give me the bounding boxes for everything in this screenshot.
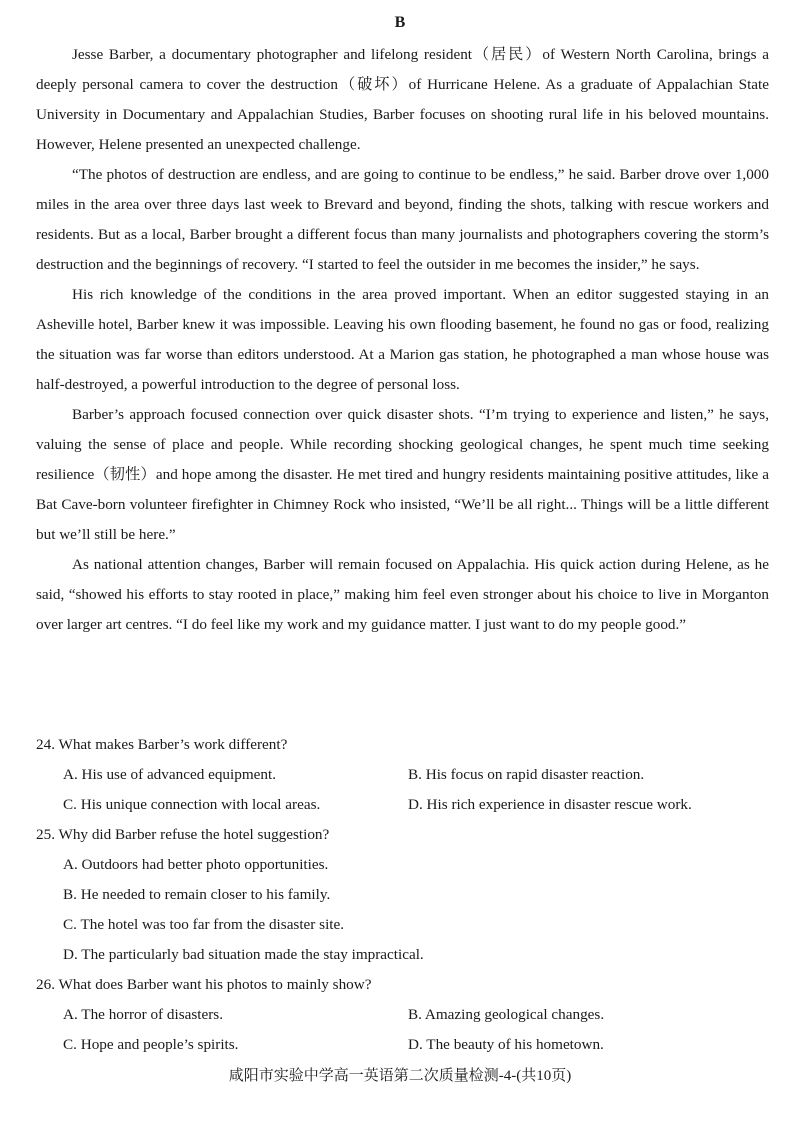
question-stem: 26. What does Barber want his photos to mainly show? [36, 976, 372, 993]
question-25 [36, 820, 776, 970]
option-a: A. The horror of disasters. [63, 1006, 223, 1023]
option-d: D. The particularly bad situation made the stay impractical. [63, 946, 424, 963]
option-group [36, 1000, 776, 1060]
option-group [36, 760, 776, 820]
passage-paragraph-4: Barber’s approach focused connection over quick disaster shots. “I’m trying to experience and listen,” he says, valuing the sense of place and people. While recording shocking geological changes, he spent much time seeking resilience（韧性）and hope among the disaster. He met tired and hungry residents maintaining positive attitudes, like a Bat Cave-born volunteer firefighter in Chimney Rock who insisted, “We’ll be all right... Things will be a little different but we’ll still be here.” [36, 406, 769, 543]
question-list [36, 730, 776, 1060]
passage-paragraph-2: “The photos of destruction are endless, and are going to continue to be endless,” he said. Barber drove over 1,000 miles in the area over three days last week to Brevard and beyond, finding the shots, talking with rescue workers and residents. But as a local, Barber brought a different focus than many journalists and photographers covering the storm’s destruction and the beginnings of recovery. “I started to feel the outsider in me becomes the insider,” he says. [36, 166, 769, 273]
question-stem: 24. What makes Barber’s work different? [36, 736, 288, 753]
reading-passage [36, 40, 769, 640]
option-d: D. The beauty of his hometown. [408, 1036, 604, 1053]
page-footer: 咸阳市实验中学高一英语第二次质量检测-4-(共10页) [228, 1068, 572, 1084]
question-26 [36, 970, 776, 1060]
passage-paragraph-3: His rich knowledge of the conditions in the area proved important. When an editor suggested staying in an Asheville hotel, Barber knew it was impossible. Leaving his own flooding basement, he found no gas or food, realizing the situation was far worse than editors understood. At a Marion gas station, he photographed a man whose house was half-destroyed, a powerful introduction to the degree of personal loss. [36, 286, 769, 393]
option-b: B. He needed to remain closer to his family. [63, 886, 331, 903]
option-b: B. Amazing geological changes. [408, 1006, 605, 1023]
option-d: D. His rich experience in disaster rescue work. [408, 796, 692, 813]
option-a: A. His use of advanced equipment. [63, 766, 276, 783]
option-c: C. His unique connection with local areas. [63, 796, 321, 813]
option-group [36, 850, 776, 970]
option-b: B. His focus on rapid disaster reaction. [408, 766, 645, 783]
question-stem: 25. Why did Barber refuse the hotel suggestion? [36, 826, 330, 843]
option-c: C. Hope and people’s spirits. [63, 1036, 239, 1053]
passage-paragraph-5: As national attention changes, Barber will remain focused on Appalachia. His quick action during Helene, as he said, “showed his efforts to stay rooted in place,” making him feel even stronger about his choice to live in Morganton over larger art centres. “I do feel like my work and my guidance matter. I just want to do my people good.” [36, 556, 769, 633]
question-24 [36, 730, 776, 820]
passage-paragraph-1: Jesse Barber, a documentary photographer and lifelong resident（居民）of Western North Carolina, brings a deeply personal camera to cover the destruction（破坏）of Hurricane Helene. As a graduate of Appalachian State University in Documentary and Appalachian Studies, Barber focuses on shooting rural life in his beloved mountains. However, Helene presented an unexpected challenge. [36, 46, 769, 153]
option-a: A. Outdoors had better photo opportunities. [63, 856, 329, 873]
section-label: B [394, 14, 406, 31]
option-c: C. The hotel was too far from the disaster site. [63, 916, 345, 933]
